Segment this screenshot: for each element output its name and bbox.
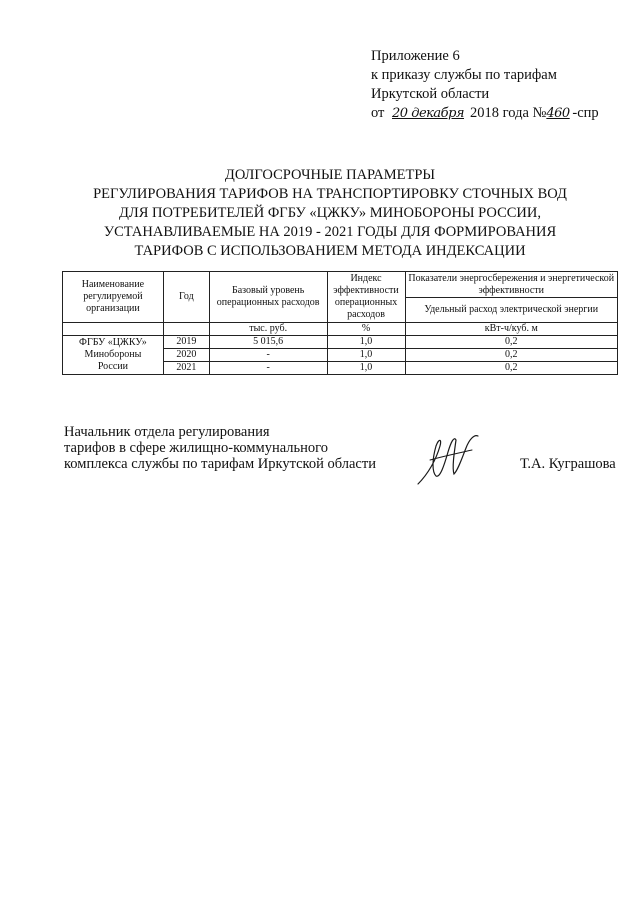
organization-cell [63, 336, 164, 375]
unit-cell [63, 323, 164, 336]
org-line: ФГБУ «ЦЖКУ» [79, 337, 147, 348]
handwritten-date: 20 декабря [392, 106, 465, 121]
title-line: УСТАНАВЛИВАЕМЫЕ НА 2019 - 2021 ГОДЫ ДЛЯ ФОРМИРОВАНИЯ [103, 224, 557, 240]
index-cell: 1,0 [327, 362, 405, 375]
org-line: Минобороны [84, 349, 142, 360]
energy-cell: 0,2 [405, 362, 617, 375]
header-energy-consumption: Удельный расход электрической энергии [405, 298, 617, 323]
table-header-row [63, 272, 618, 298]
signer-name: Т.А. Куграшова [520, 456, 616, 472]
unit-energy: кВт-ч/куб. м [405, 323, 617, 336]
appendix-number: Приложение 6 [371, 48, 460, 64]
year-cell: 2019 [163, 336, 209, 349]
signer-line: тарифов в сфере жилищно-коммунального [64, 440, 328, 456]
document-title [60, 166, 600, 261]
signer-line: комплекса службы по тарифам Иркутской области [64, 456, 376, 472]
title-line: ДЛЯ ПОТРЕБИТЕЛЕЙ ФГБУ «ЦЖКУ» МИНОБОРОНЫ РОССИИ, [119, 205, 541, 221]
order-year-text: 2018 года № [470, 105, 547, 121]
parameters-table [62, 271, 618, 375]
year-cell: 2020 [163, 349, 209, 362]
table-row [63, 336, 618, 349]
title-line: ДОЛГОСРОЧНЫЕ ПАРАМЕТРЫ [224, 167, 436, 183]
header-organization: Наименование регулируемой организации [63, 272, 164, 323]
date-prefix: от [371, 105, 385, 121]
appendix-region: Иркутской области [371, 86, 490, 102]
year-cell: 2021 [163, 362, 209, 375]
appendix-order-ref: к приказу службы по тарифам [371, 67, 557, 83]
title-line: ТАРИФОВ С ИСПОЛЬЗОВАНИЕМ МЕТОДА ИНДЕКСАЦИИ [134, 243, 526, 259]
base-cell: 5 015,6 [209, 336, 327, 349]
index-cell: 1,0 [327, 349, 405, 362]
header-energy-group: Показатели энергосбережения и энергетической эффективности [405, 272, 617, 298]
signer-line: Начальник отдела регулирования [64, 424, 270, 440]
base-cell: - [209, 362, 327, 375]
appendix-date-line [371, 104, 599, 123]
signer-position [64, 424, 376, 472]
energy-cell: 0,2 [405, 336, 617, 349]
header-efficiency-index: Индекс эффективности операционных расходов [327, 272, 405, 323]
table-units-row [63, 323, 618, 336]
handwritten-order-number: 460 [546, 106, 570, 121]
handwritten-signature [414, 430, 484, 488]
header-year: Год [163, 272, 209, 323]
unit-base: тыс. руб. [209, 323, 327, 336]
title-line: РЕГУЛИРОВАНИЯ ТАРИФОВ НА ТРАНСПОРТИРОВКУ СТОЧНЫХ ВОД [93, 186, 567, 202]
unit-index: % [327, 323, 405, 336]
energy-cell: 0,2 [405, 349, 617, 362]
unit-cell [163, 323, 209, 336]
header-base-level: Базовый уровень операционных расходов [209, 272, 327, 323]
appendix-header [371, 47, 599, 123]
org-line: России [97, 361, 128, 372]
index-cell: 1,0 [327, 336, 405, 349]
base-cell: - [209, 349, 327, 362]
order-number-suffix: -спр [572, 105, 599, 121]
